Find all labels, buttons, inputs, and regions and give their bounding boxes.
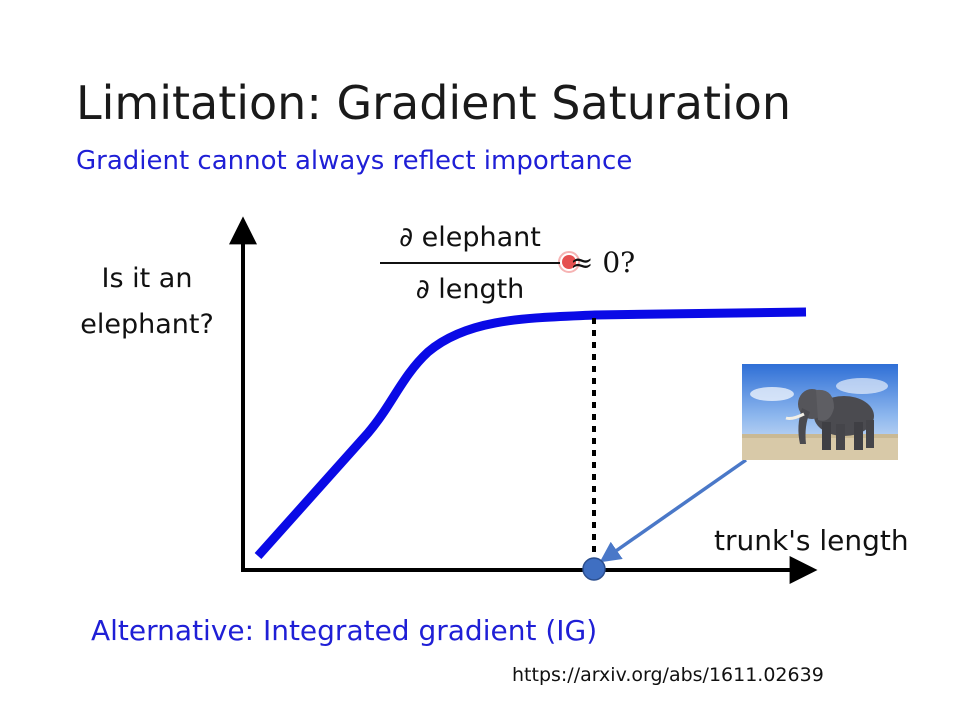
elephant-image-icon	[742, 364, 898, 460]
fraction-bar	[380, 262, 560, 264]
approx-zero-label: ≈ 0?	[570, 246, 636, 279]
derivative-fraction	[380, 220, 560, 308]
elephant-photo	[742, 364, 898, 460]
x-axis-label: trunk's length	[714, 524, 909, 557]
y-axis-label	[62, 256, 232, 348]
slide-subtitle: Gradient cannot always reflect importance	[76, 146, 633, 176]
y-axis-label-line1: Is it an	[101, 263, 193, 294]
trunk-length-marker	[583, 558, 605, 580]
y-axis-label-line2: elephant?	[80, 309, 214, 340]
slide-title: Limitation: Gradient Saturation	[76, 76, 792, 130]
saturation-curve	[258, 312, 806, 556]
derivative-denominator: ∂ length	[415, 274, 525, 305]
alternative-method: Alternative: Integrated gradient (IG)	[91, 614, 598, 647]
reference-link[interactable]: https://arxiv.org/abs/1611.02639	[512, 664, 824, 686]
derivative-numerator: ∂ elephant	[399, 222, 541, 253]
